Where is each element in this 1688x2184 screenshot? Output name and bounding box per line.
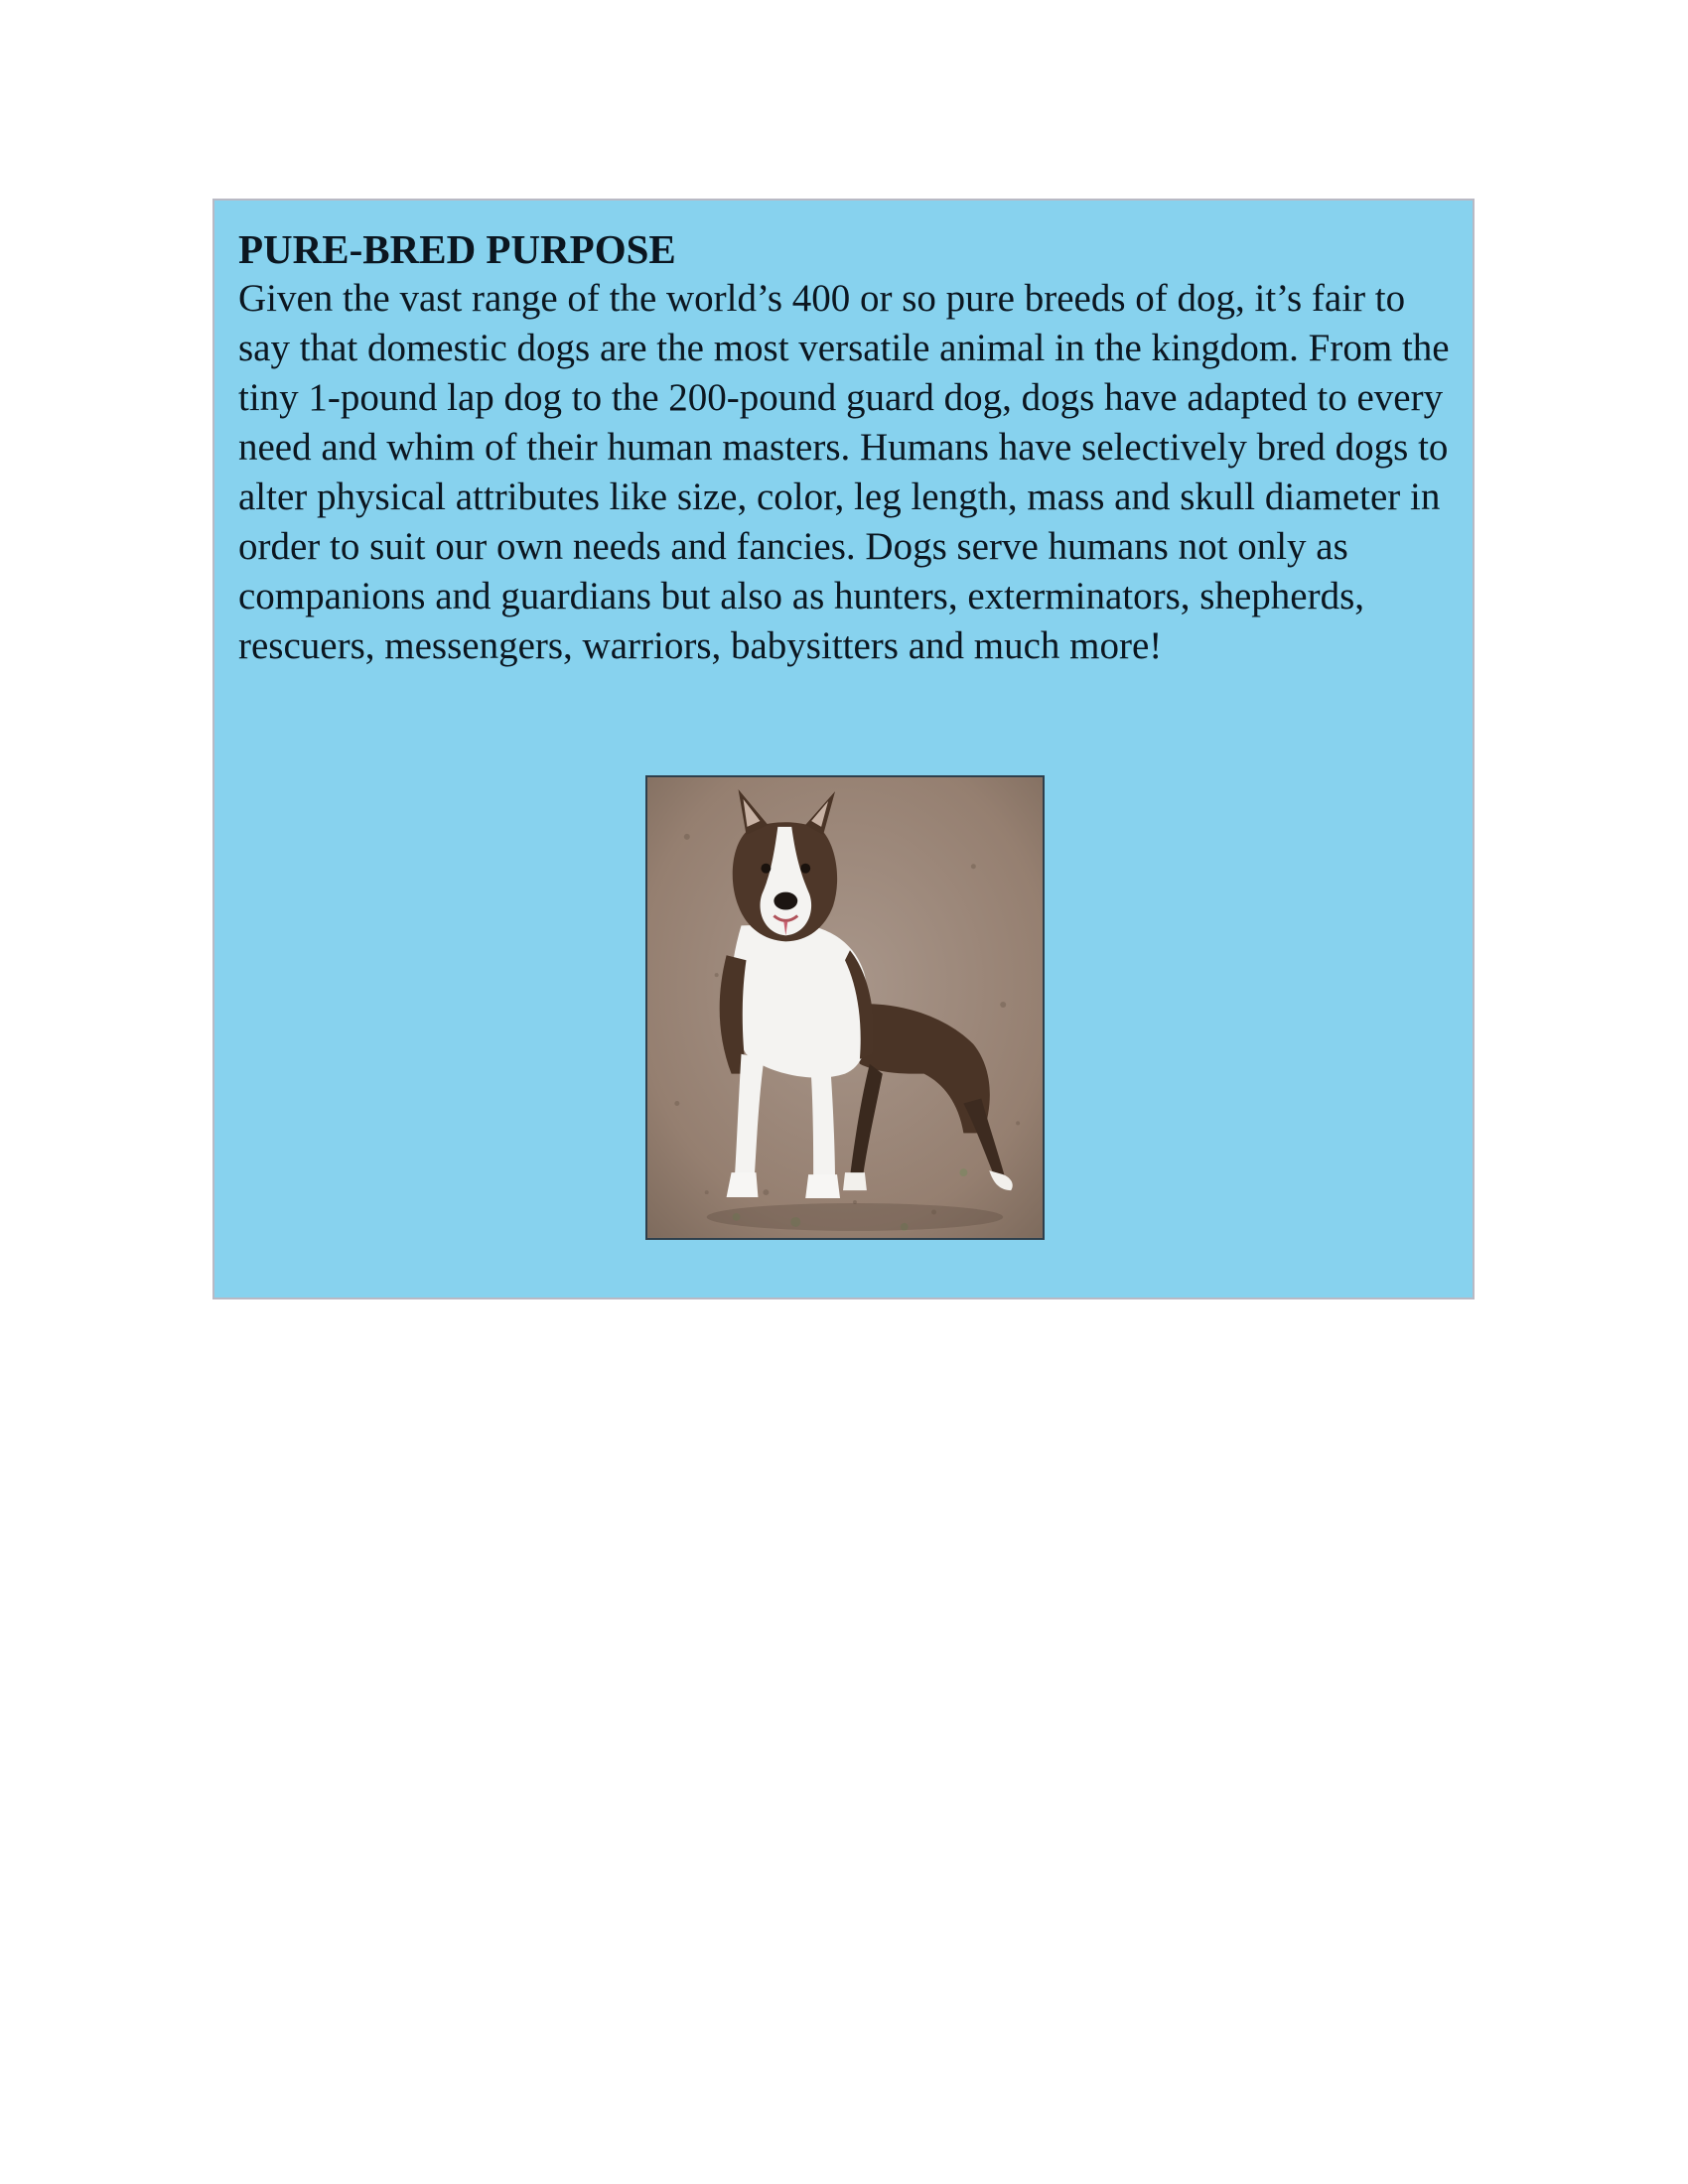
sidebar-box: [212, 199, 1475, 1299]
box-heading: PURE-BRED PURPOSE: [238, 226, 676, 272]
box-body-text: Given the vast range of the world’s 400 or so pure breeds of dog, it’s fair to say that domestic dogs are the most versatile animal in the kingdom. From the tiny 1-pound lap dog to the 200-pound guard dog, dogs have adapted to every need and whim of their human masters. Humans have selectively bred dogs to alter physical attributes like size, color, leg length, mass and skull diameter in order to suit our own needs and fancies. Dogs serve humans not only as companions and guardians but also as hunters, exterminators, shepherds, rescuers, messengers, warriors, babysitters and much more!: [238, 277, 1450, 667]
dog-photo: [645, 775, 1045, 1240]
